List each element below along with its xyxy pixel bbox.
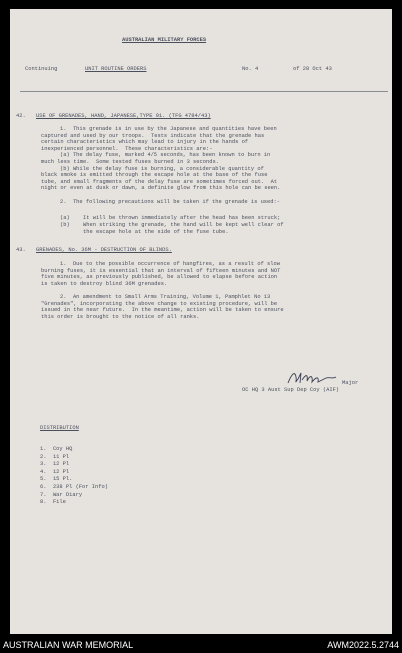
distribution-item: 6. 238 Pl (For Info) xyxy=(40,484,108,490)
distribution-item: 3. 12 Pl xyxy=(40,461,70,468)
item-43-p2-line: issued in the near future. In the meantime, action will be taken to ensure xyxy=(41,307,284,314)
item-43-p2-line: "Grenades", incorporating the above change to existing procedure, will be xyxy=(41,300,278,307)
item-42-p1-line: inexperienced personnel. These characteristics are:- xyxy=(41,145,213,152)
item-42-b-line: black smoke is emitted through the escape hole at the base of the fuse xyxy=(41,172,268,179)
orders-date: of 28 Oct 43 xyxy=(293,66,332,72)
item-43-p1-line: 1. Due to the possible occurrence of hangfires, as a result of slow xyxy=(60,261,280,267)
distribution-item: 7. War Diary xyxy=(40,491,83,498)
item-42-pb-line: When striking the grenade, the hand will be kept well clear of xyxy=(83,222,284,228)
item-42-pa-label: (a) xyxy=(60,215,70,221)
item-42-a-line: (a) The delay fuse, marked 4/5 seconds, has been known to burn in xyxy=(60,152,271,159)
signatory-unit: OC HQ 3 Aust Sup Dep Coy (AIF) xyxy=(242,387,340,393)
item-42-pb-label: (b) xyxy=(60,222,70,228)
document-title: AUSTRALIAN MILITARY FORCES xyxy=(122,37,207,43)
orders-title: UNIT ROUTINE ORDERS xyxy=(85,66,147,72)
item-43-p2-line: this order is brought to the notice of all ranks. xyxy=(41,313,200,320)
item-42-p2: 2. The following precautions will be taken if the grenade is used:- xyxy=(60,199,280,205)
item-43-p2-line: 2. An amendment to Small Arms Training, Volume 1, Pamphlet No 13 xyxy=(60,294,271,300)
item-42-b-line: night or even at dusk or dawn, a definite glow from this hole can be seen. xyxy=(41,185,281,192)
item-42-b-line: (b) While the delay fuse is burning, a considerable quantity of xyxy=(60,165,264,172)
item-43-heading: GRENADES, No. 36M - DESTRUCTION OF BLINDS. xyxy=(36,247,172,253)
continuing-label: Continuing xyxy=(25,66,58,72)
item-43-p1-line: five minutes, as previously published, be allowed to elapse before action xyxy=(41,274,278,281)
item-42-b-line: tube, and small fragments of the delay fuse are sometimes forced out. At xyxy=(41,178,278,185)
footer-accession-number: AWM2022.5.2744 xyxy=(327,640,399,650)
item-42-p1-line: certain characteristics which may lead to injury in the hands of xyxy=(41,139,249,146)
item-42-pa-text: It will be thrown immediately after the head has been struck; xyxy=(83,215,281,221)
document-page xyxy=(10,9,392,634)
signatory-rank: Major xyxy=(342,380,359,386)
item-43-number: 43. xyxy=(16,247,26,253)
distribution-item: 1. Coy HQ xyxy=(40,446,73,452)
item-43-p1-line: is taken to destroy blind 36M grenades. xyxy=(41,280,168,287)
distribution-item: 8. File xyxy=(40,499,66,506)
footer-source: AUSTRALIAN WAR MEMORIAL xyxy=(3,640,134,650)
distribution-item: 5. 15 Pl. xyxy=(40,476,73,483)
archive-footer xyxy=(0,637,402,653)
orders-number: No. 4 xyxy=(242,66,259,72)
distribution-item: 4. 12 Pl xyxy=(40,468,70,475)
item-42-a-line: much less time. Some tested fuses burned in 3 seconds. xyxy=(41,159,219,165)
header-rule xyxy=(20,91,388,92)
item-42-p1-line: captured and used by our troops. Tests indicate that the grenade has xyxy=(41,132,265,139)
item-43-p1-line: burning fuses, it is essential that an interval of fifteen minutes and NOT xyxy=(41,267,281,274)
item-42-p1-line: 1. This grenade is in use by the Japanese and quantities have been xyxy=(60,126,277,132)
distribution-item: 2. 11 Pl xyxy=(40,453,70,460)
item-42-heading: USE OF GRENADES, HAND, JAPANESE,TYPE 91. (TFG 4784/43) xyxy=(36,113,211,119)
item-42-number: 42. xyxy=(16,113,26,119)
item-42-pb-line: the escape hole at the side of the fuse tube. xyxy=(83,228,229,235)
distribution-heading: DISTRIBUTION xyxy=(40,425,79,431)
